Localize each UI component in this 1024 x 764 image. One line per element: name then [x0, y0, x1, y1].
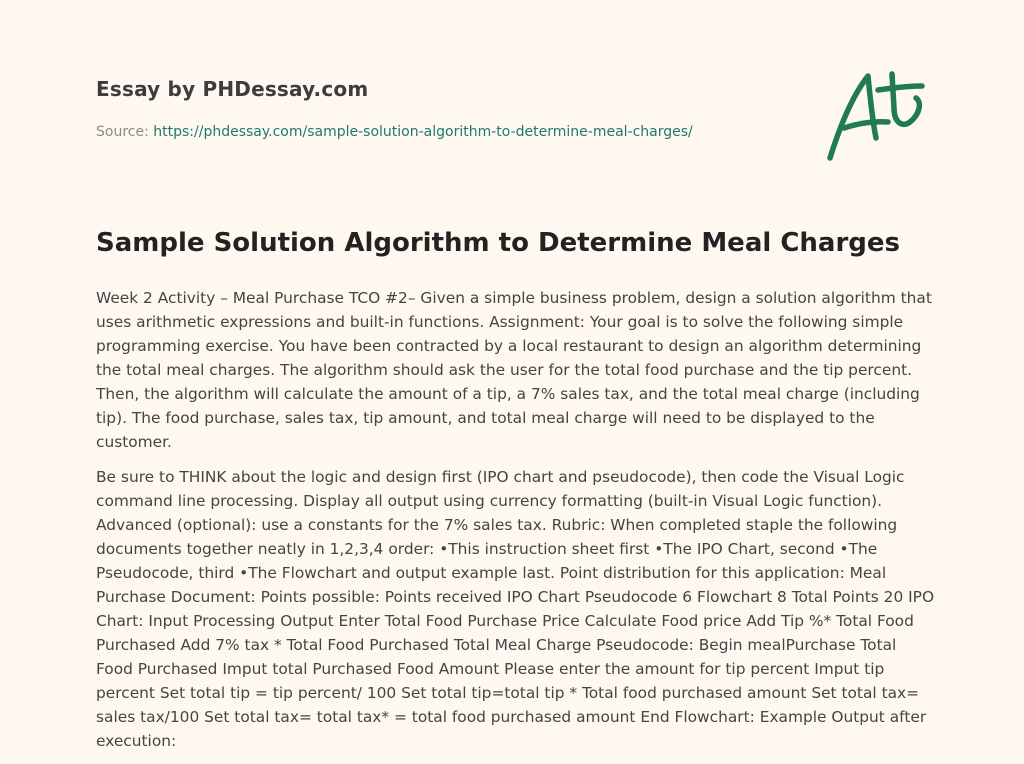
paragraph: Be sure to THINK about the logic and design first (IPO chart and pseudocode), then code the Visual Logic command line processing. Display all output using currency formatting (built-in Visual Logic function). Advanced (optional): use a constants for the 7% sales tax. Rubric: When completed staple the following documents together neatly in 1,2,3,4 order: •This instruction sheet first •The IPO Chart, second •The Pseudocode, third •The Flowchart and output example last. Point distribution for this application: Meal Purchase Document: Points possible: Points received IPO Chart Pseudocode 6 Flowchart 8 Total Points 20 IPO Chart: Input Processing Output Enter Total Food Purchase Price Calculate Food price Add Tip %* Total Food Purchased Add 7% tax * Total Food Purchased Total Meal Charge Pseudocode: Begin mealPurchase Total Food Purchased Imput total Purchased Food Amount Please enter the amount for tip percent Imput tip percent Set total tip = tip percent/ 100 Set total tip=total tip * Total food purchased amount Set total tax= sales tax/100 Set total tax= total tax* = total food purchased amount End Flowchart: Example Output after execution: [96, 468, 935, 750]
site-brand: Essay by PHDessay.com [96, 77, 369, 101]
source-link[interactable]: https://phdessay.com/sample-solution-algorithm-to-determine-meal-charges/ [153, 124, 693, 140]
source-line [96, 124, 693, 140]
a-plus-logo-icon [822, 66, 932, 166]
article-body [96, 286, 936, 764]
paragraph: Week 2 Activity – Meal Purchase TCO #2– Given a simple business problem, design a solution algorithm that uses arithmetic expressions and built-in functions. Assignment: Your goal is to solve the following simple programming exercise. You have been contracted by a local restaurant to design an algorithm determining the total meal charges. The algorithm should ask the user for the total food purchase and the tip percent. Then, the algorithm will calculate the amount of a tip, a 7% sales tax, and the total meal charge (including tip). The food purchase, sales tax, tip amount, and total meal charge will need to be displayed to the customer. [96, 289, 932, 451]
source-label: Source: [96, 124, 154, 140]
article-title: Sample Solution Algorithm to Determine Meal Charges [96, 228, 901, 258]
